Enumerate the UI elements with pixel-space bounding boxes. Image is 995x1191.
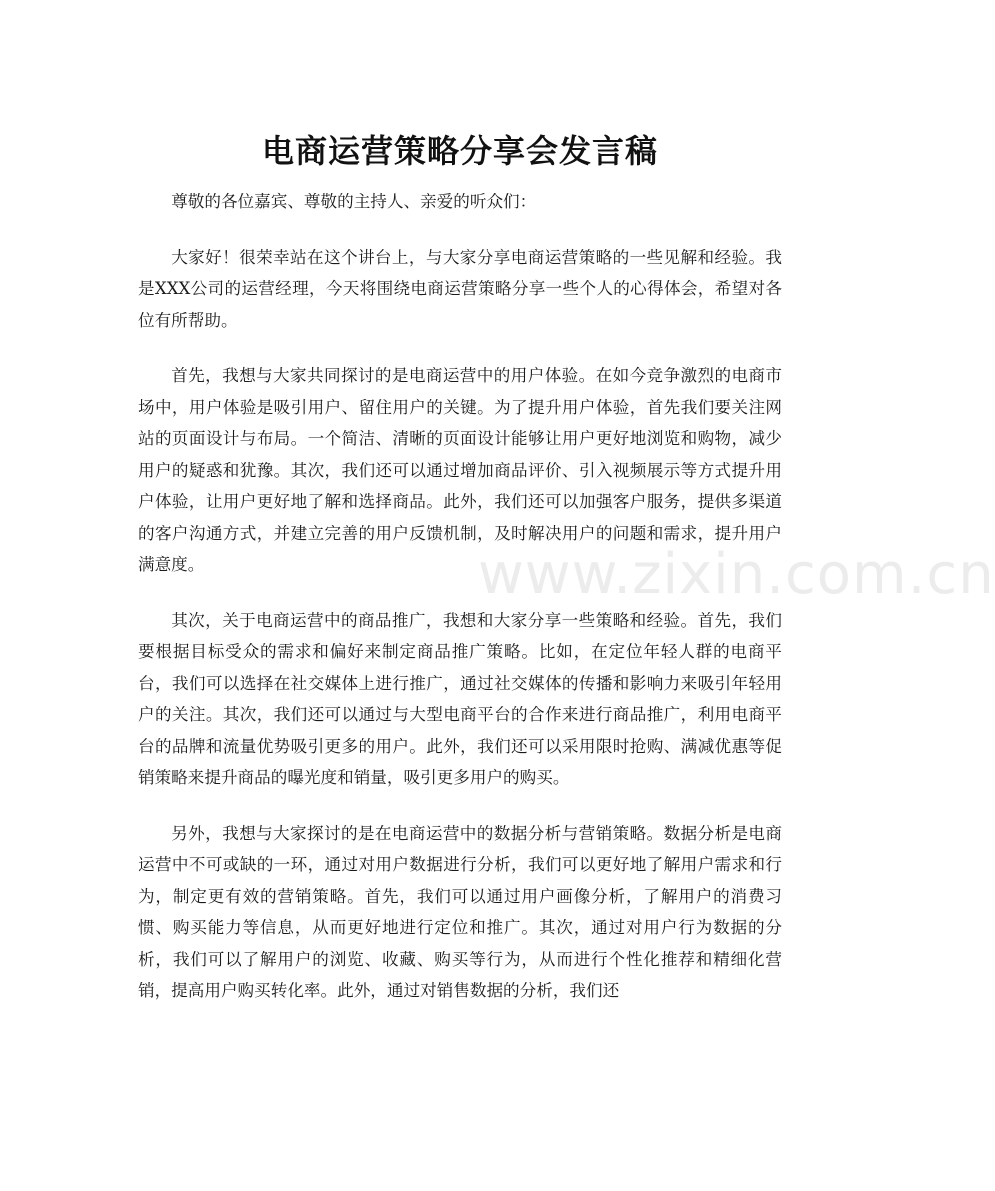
paragraph-product-promotion: 其次，关于电商运营中的商品推广，我想和大家分享一些策略和经验。首先，我们要根据目标受众的需求和偏好来制定商品推广策略。比如，在定位年轻人群的电商平台，我们可以选择在社交媒体上进行推广，通过社交媒体的传播和影响力来吸引年轻用户的关注。其次，我们还可以通过与大型电商平台的合作来进行商品推广，利用电商平台的品牌和流量优势吸引更多的用户。此外，我们还可以采用限时抢购、满减优惠等促销策略来提升商品的曝光度和销量，吸引更多用户的购买。 [138, 610, 782, 787]
paragraph-data-analysis: 另外，我想与大家探讨的是在电商运营中的数据分析与营销策略。数据分析是电商运营中不可或缺的一环，通过对用户数据进行分析，我们可以更好地了解用户需求和行为，制定更有效的营销策略。首先，我们可以通过用户画像分析，了解用户的消费习惯、购买能力等信息，从而更好地进行定位和推广。其次，通过对用户行为数据的分析，我们可以了解用户的浏览、收藏、购买等行为，从而进行个性化推荐和精细化营销，提高用户购买转化率。此外，通过对销售数据的分析，我们还 [138, 823, 782, 1000]
paragraph-user-experience: 首先，我想与大家共同探讨的是电商运营中的用户体验。在如今竞争激烈的电商市场中，用户体验是吸引用户、留住用户的关键。为了提升用户体验，首先我们要关注网站的页面设计与布局。一个简洁、清晰的页面设计能够让用户更好地浏览和购物，减少用户的疑惑和犹豫。其次，我们还可以通过增加商品评价、引入视频展示等方式提升用户体验，让用户更好地了解和选择商品。此外，我们还可以加强客户服务，提供多渠道的客户沟通方式，并建立完善的用户反馈机制，及时解决用户的问题和需求，提升用户满意度。 [138, 366, 782, 574]
document-body [138, 186, 782, 1031]
document-title: 电商运营策略分享会发言稿 [261, 132, 658, 171]
paragraph-introduction: 大家好！很荣幸站在这个讲台上，与大家分享电商运营策略的一些见解和经验。我是XXX公司的运营经理，今天将围绕电商运营策略分享一些个人的心得体会，希望对各位有所帮助。 [138, 247, 782, 330]
watermark-text: www.zixin.com.cn [478, 542, 995, 607]
paragraph-greeting: 尊敬的各位嘉宾、尊敬的主持人、亲爱的听众们： [171, 192, 537, 211]
